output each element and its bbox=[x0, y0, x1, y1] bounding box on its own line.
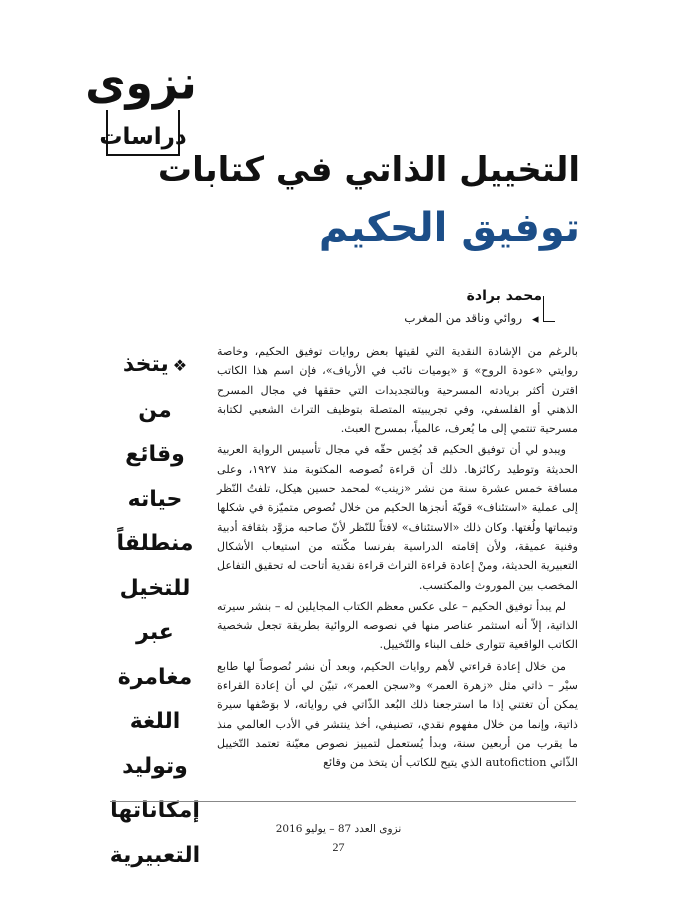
paragraph: لم يبدأ توفيق الحكيم – على عكس معظم الكتاب المجايلين له – بنشر سيرته الذاتية، إلاّ أنه استثمر عناصر منها في نصوصه الروائية بطريقة تجعل شخصية الكاتب الواقعية تتوارى خلف البناء والتّخييل. bbox=[217, 599, 578, 652]
author-bracket-line bbox=[543, 296, 555, 322]
paragraph: ويبدو لي أن توفيق الحكيم قد بُخِس حقّه في مجال تأسيس الرواية العربية الحديثة وتوطيد ركائزها. ذلك أن قراءة نُصوصه المكتوبة منذ ١٩٢٧، وعلى مسافة خمس عشرة سنة من نشر «زينب» لمحمد حسين هيكل، تلفتُ النّظر إلى عملية «استئناف» قويّة أنجزها الحكيم من خلال نُصوص متميّزة في شكلها وتيماتها ولُغتها. وكان ذلك «الاستئناف» لافتاً للنّظر لأنّ صاحبه مزوَّد بثقافة أدبية وفنية عميقة، ولأن إقامته الدراسية بفرنسا مكّنته من استيعاب الأشكال التعبيرية الحديثة، ومنْ إعادة قراءة التراث قراءة نقدية أتاحت له تحقيق التفاعل المخصب بين الموروث والمكتسب. bbox=[217, 443, 578, 592]
magazine-logo-text: نزوى bbox=[85, 56, 197, 111]
article-title-line2: توفيق الحكيم bbox=[318, 205, 580, 251]
author-name: محمد برادة bbox=[466, 288, 542, 304]
footer-divider bbox=[110, 801, 576, 802]
author-role: روائي وناقد من المغرب bbox=[404, 311, 522, 325]
section-label: دراسات bbox=[99, 124, 187, 150]
article-title-line1: التخييل الذاتي في كتابات bbox=[157, 150, 580, 190]
diamond-bullet-icon: ❖ bbox=[172, 356, 188, 375]
pull-quote-text: يتخذ من وقائع حياته منطلقاً للتخيل عبر مغامرة اللغة وتوليد إمكاناتها التعبيرية bbox=[109, 352, 201, 868]
paragraph: بالرغم من الإشادة النقدية التي لقيتها بعض روايات توفيق الحكيم، وخاصة روايتي «عودة الروح» وَ «يوميات نائب في الأرياف»، فإن اسم هذا الكاتب اقترن أكثر بريادته المسرحية وبالتجديدات التي حققها في مجال المسرح الذهني أو الفلسفي، وفي تجريبيته المتصلة بتوظيف التراث الشعبي لكتابة مسرحية تنتمي إلى ما يُعرف، عالمياً، بمسرح العبث. bbox=[217, 345, 578, 436]
footer-issue-info: نزوى العدد 87 – يوليو 2016 bbox=[275, 823, 402, 835]
paragraph: من خلال إعادة قراءتي لأهم روايات الحكيم، وبعد أن نشر نُصوصاً لها طابع سيْر – ذاتي مثل «زهرة العمر» و«سجن العمر»، تبيّن لي أن إعادة القراءة يمكن أن تغتني إذا ما استرجعنا ذلك البُعد الذّاتي في رواياته، لا بوَصْفها سيرة ذاتية، وإنما من خلال مفهوم نقدي، تصنيفي، أخذ ينتشر في الأدب العالمي منذ ما يقرب من أربعين سنة، وبدأ يُستعمل لتمييز نصوص معيّنة تعتمد التّخييل الذّاتي autofiction الذي يتيح للكاتب أن يتخذ من وقائع bbox=[217, 659, 578, 770]
pull-quote bbox=[105, 343, 205, 878]
magazine-logo bbox=[85, 56, 197, 112]
article-body bbox=[217, 342, 578, 775]
page-number: 27 bbox=[332, 840, 345, 854]
arrow-left-icon: ◂ bbox=[532, 312, 539, 327]
